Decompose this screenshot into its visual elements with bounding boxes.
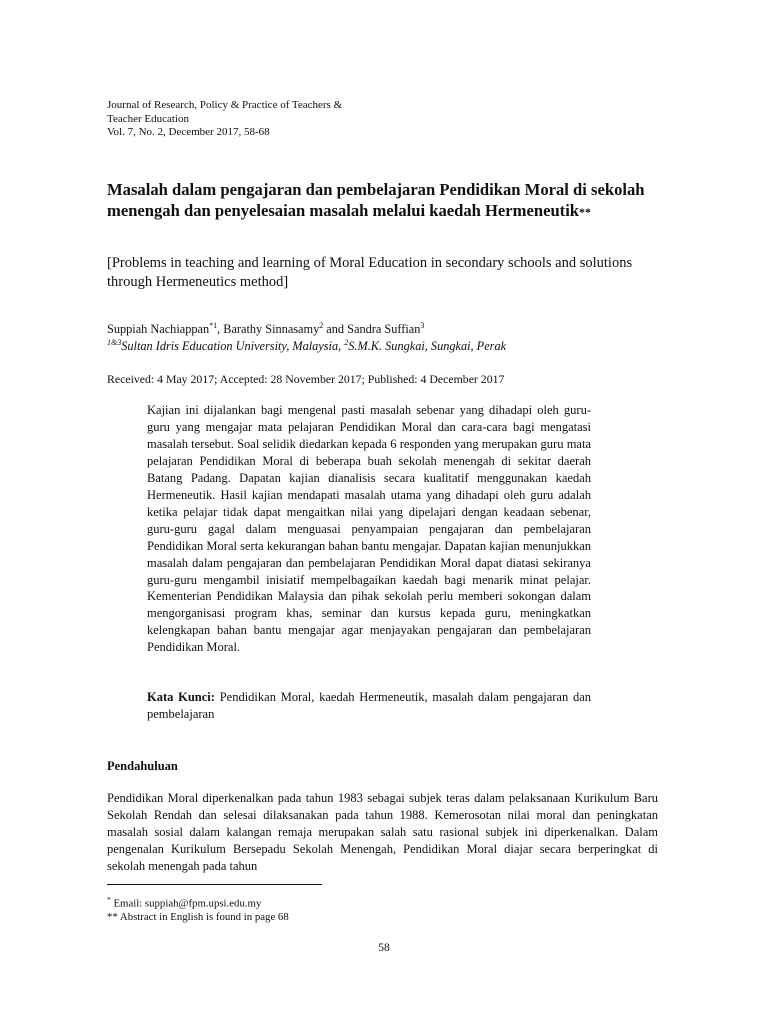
paper-title bbox=[107, 179, 667, 223]
body-paragraph: Pendidikan Moral diperkenalkan pada tahun 1983 sebagai subjek teras dalam pelaksanaan Kurikulum Baru Sekolah Rendah dan selesai dilaksanakan pada tahun 1988. Kemerosotan nilai moral dan peningkatan masalah sosial dalam kalangan remaja merupakan salah satu rasional subjek ini diperkenalkan. Dalam pengenalan Kurikulum Bersepadu Sekolah Menengah, Pendidikan Moral diajar secara berperingkat di sekolah menengah pada tahun bbox=[107, 791, 658, 873]
author-affiliations bbox=[107, 338, 506, 355]
journal-header bbox=[107, 99, 342, 140]
footnotes bbox=[107, 893, 289, 925]
footnote-divider bbox=[107, 884, 322, 885]
affiliation-1-sup: 1&3 bbox=[107, 337, 122, 347]
english-title: [Problems in teaching and learning of Moral Education in secondary schools and solutions through Hermeneutics method] bbox=[107, 255, 633, 290]
keywords bbox=[147, 689, 591, 723]
author-2: Barathy Sinnasamy bbox=[223, 322, 320, 336]
footnote-1 bbox=[107, 893, 289, 911]
section-heading: Pendahuluan bbox=[107, 759, 178, 773]
author-1-sup: *1 bbox=[209, 320, 218, 330]
paper-title-text: Masalah dalam pengajaran dan pembelajaran Pendidikan Moral di sekolah menengah dan penyelesaian masalah melalui kaedah Hermeneutik bbox=[107, 180, 645, 220]
publication-dates: Received: 4 May 2017; Accepted: 28 November 2017; Published: 4 December 2017 bbox=[107, 372, 505, 386]
journal-name-line2: Teacher Education bbox=[107, 112, 189, 125]
author-2-sup: 2 bbox=[319, 320, 324, 330]
affiliation-2-sup: 2 bbox=[344, 337, 349, 347]
title-footnote-marker: ** bbox=[579, 205, 592, 219]
page-number: 58 bbox=[378, 942, 390, 954]
keywords-label: Kata Kunci: bbox=[147, 690, 215, 704]
author-names bbox=[107, 321, 506, 338]
affiliation-1: Sultan Idris Education University, Malaysia, bbox=[121, 339, 345, 353]
author-3: Sandra Suffian bbox=[347, 322, 421, 336]
author-1: Suppiah Nachiappan bbox=[107, 322, 210, 336]
author-separator: , bbox=[217, 322, 224, 336]
author-block bbox=[107, 321, 506, 355]
footnote-1-marker: * bbox=[107, 895, 111, 904]
footnote-1-text: Email: suppiah@fpm.upsi.edu.my bbox=[110, 897, 262, 910]
journal-name-line1: Journal of Research, Policy & Practice of Teachers & bbox=[107, 99, 343, 111]
author-separator: and bbox=[323, 322, 348, 336]
affiliation-2: S.M.K. Sungkai, Sungkai, Perak bbox=[348, 339, 507, 353]
author-3-sup: 3 bbox=[420, 320, 425, 330]
abstract: Kajian ini dijalankan bagi mengenal pasti masalah sebenar yang dihadapi oleh guru-guru yang mengajar mata pelajaran Pendidikan Moral dan cara-cara bagi mengatasi masalah tersebut. Soal selidik diedarkan kepada 6 responden yang merupakan guru mata pelajaran Pendidikan Moral di beberapa buah sekolah menengah di sekitar daerah Batang Padang. Dapatan kajian dianalisis secara kualitatif menggunakan kaedah Hermeneutik. Hasil kajian mendapati masalah utama yang dihadapi oleh guru adalah ketika pelajar tidak dapat mengaitkan nilai yang dipelajari dengan keadaan sebenar, guru-guru gagal dalam menguasai penyampaian pengajaran dan pembelajaran Pendidikan Moral serta kekurangan bahan bantu mengajar. Dapatan kajian menunjukkan masalah dalam pengajaran dan pembelajaran Pendidikan Moral dapat diatasi sekiranya guru-guru mengambil inisiatif mempelbagaikan kaedah bagi menarik minat pelajar. Kementerian Pendidikan Malaysia dan pihak sekolah perlu memberi sokongan dalam mengorganisasi program khas, seminar dan kursus kepada guru, meningkatkan kelengkapan bahan bantu mengajar agar menjayakan pengajaran dan pembelajaran Pendidikan Moral. bbox=[147, 403, 591, 655]
journal-volume-info: Vol. 7, No. 2, December 2017, 58-68 bbox=[107, 126, 270, 138]
footnote-2: ** Abstract in English is found in page 68 bbox=[107, 911, 289, 924]
keywords-text: Pendidikan Moral, kaedah Hermeneutik, masalah dalam pengajaran dan pembelajaran bbox=[147, 690, 592, 721]
